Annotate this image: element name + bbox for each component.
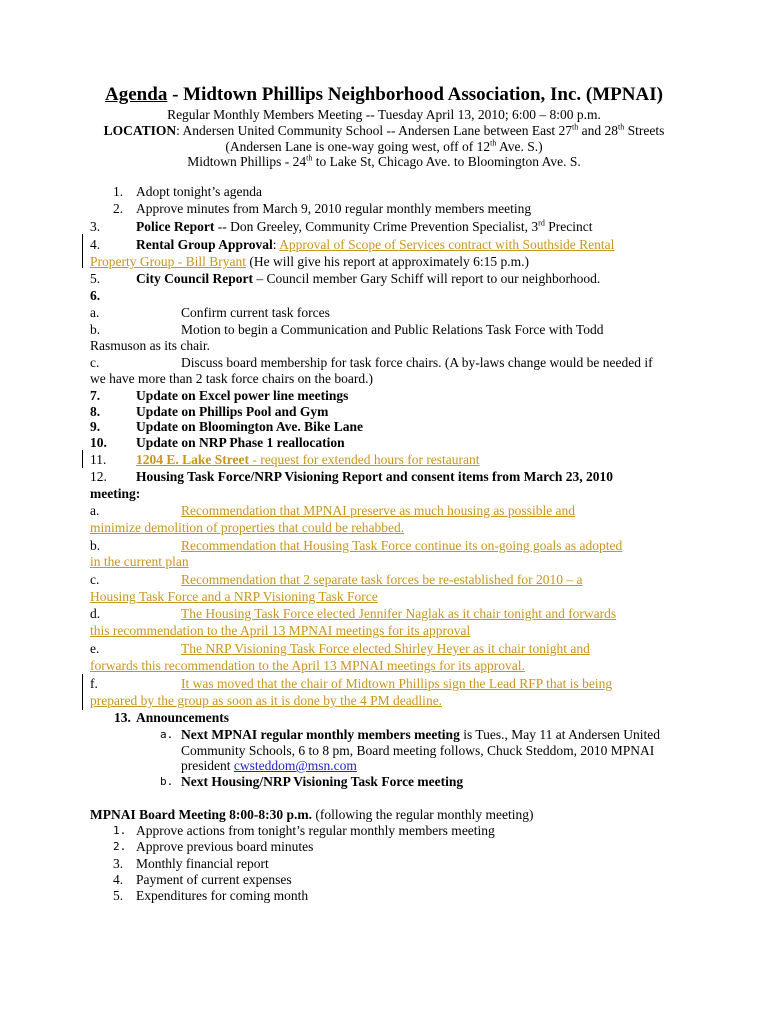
item-7-number: 7. — [90, 388, 101, 403]
location-text-b: and 28 — [578, 123, 619, 138]
item-3-text-b: Precinct — [544, 219, 593, 234]
next-meeting-label: Next MPNAI regular monthly members meeting — [181, 727, 460, 742]
item-12f-text-a[interactable]: It was moved that the chair of Midtown Phillips sign the Lead RFP that is being — [181, 676, 613, 691]
location-sup-b: th — [618, 122, 625, 132]
location-label: LOCATION — [103, 123, 177, 138]
revision-bar — [82, 450, 83, 468]
item-4-text: (He will give his report at approximately 6:15 p.m.) — [245, 254, 530, 269]
item-6c-text-b: we have more than 2 task force chairs on the board.) — [90, 371, 374, 386]
location-text-c: Streets — [624, 123, 665, 138]
item-5-number: 5. — [90, 271, 101, 286]
item-6b-text-b: Rasmuson as its chair. — [90, 338, 210, 353]
item-12d-text-b[interactable]: this recommendation to the April 13 MPNAI meetings for its approval — [90, 623, 471, 638]
revision-bar — [82, 234, 83, 268]
item-9-number: 9. — [90, 419, 101, 434]
item-13a-line-3 — [181, 757, 357, 774]
note-a: (Andersen Lane is one-way going west, off of 12 — [225, 139, 491, 154]
item-12b-letter: b. — [90, 538, 101, 553]
bounds-a: Midtown Phillips - 24 — [187, 154, 307, 169]
note-sup: th — [490, 138, 497, 148]
board-item-number: 4. — [113, 872, 124, 887]
item-10-text: Update on NRP Phase 1 reallocation — [136, 435, 345, 450]
email-link[interactable]: cwsteddom@msn.com — [233, 758, 357, 773]
board-item-number: 5. — [113, 888, 124, 903]
item-13a-text-c: president — [181, 758, 234, 773]
item-12e-text-b[interactable]: forwards this recommendation to the April 13 MPNAI meetings for its approval. — [90, 658, 525, 673]
item-13a-text-a: is Tues., May 11 at Andersen United — [459, 727, 660, 742]
location-line — [0, 122, 768, 139]
board-meeting-heading — [90, 806, 534, 823]
item-13-text: Announcements — [136, 710, 230, 725]
item-4-colon: : — [272, 237, 280, 252]
item-6b-letter: b. — [90, 322, 101, 337]
item-13a-letter: a. — [160, 728, 174, 741]
bounds-sup: th — [306, 153, 313, 163]
item-8-number: 8. — [90, 404, 101, 419]
board-item-text: Expenditures for coming month — [136, 888, 309, 903]
title-rest: - Midtown Phillips Neighborhood Association, Inc. (MPNAI) — [167, 84, 663, 105]
item-3-text-a: -- Don Greeley, Community Crime Prevention Specialist, 3 — [214, 219, 539, 234]
item-6c-text-a: Discuss board membership for task force chairs. (A by-laws change would be needed if — [181, 355, 653, 370]
item-12-text-b: meeting: — [90, 486, 141, 501]
location-sup-a: th — [572, 122, 579, 132]
board-heading-note: (following the regular monthly meeting) — [311, 807, 534, 822]
rental-group-label: Rental Group Approval — [136, 237, 273, 252]
item-10-number: 10. — [90, 435, 107, 450]
item-13b-letter: b. — [160, 775, 174, 788]
item-1-text: Adopt tonight’s agenda — [136, 184, 262, 199]
board-item-text: Payment of current expenses — [136, 872, 292, 887]
city-council-label: City Council Report — [136, 271, 253, 286]
item-11-line — [136, 451, 480, 468]
item-4-line-2 — [90, 253, 529, 270]
item-5-line — [136, 270, 600, 287]
police-report-label: Police Report — [136, 219, 215, 234]
lake-street-link[interactable]: 1204 E. Lake Street — [136, 452, 249, 467]
rental-contract-link-a[interactable]: Approval of Scope of Services contract with Southside Rental — [279, 237, 615, 252]
item-12-text-a: Housing Task Force/NRP Visioning Report and consent items from March 23, 2010 — [136, 469, 614, 484]
item-8-text: Update on Phillips Pool and Gym — [136, 404, 329, 419]
item-12a-text-b[interactable]: minimize demolition of properties that could be rehabbed. — [90, 520, 405, 535]
item-3-line — [136, 218, 592, 235]
item-12f-text-b[interactable]: prepared by the group as soon as it is done by the 4 PM deadline. — [90, 693, 443, 708]
board-item-number: 2. — [113, 840, 127, 853]
item-4-line — [136, 236, 614, 253]
item-12a-text-a[interactable]: Recommendation that MPNAI preserve as much housing as possible and — [181, 503, 576, 518]
revision-bar — [82, 674, 83, 710]
board-heading-label: MPNAI Board Meeting 8:00-8:30 p.m. — [90, 807, 312, 822]
item-1-number: 1. — [113, 184, 124, 199]
note-b: Ave. S.) — [496, 139, 543, 154]
board-item-text: Approve actions from tonight’s regular monthly members meeting — [136, 823, 495, 838]
neighborhood-bounds — [0, 153, 768, 170]
item-3-sup: rd — [538, 218, 545, 228]
item-12d-letter: d. — [90, 606, 101, 621]
item-11-number: 11. — [90, 452, 107, 467]
item-9-text: Update on Bloomington Ave. Bike Lane — [136, 419, 364, 434]
item-3-number: 3. — [90, 219, 101, 234]
item-2-text: Approve minutes from March 9, 2010 regular monthly members meeting — [136, 201, 532, 216]
item-12a-letter: a. — [90, 503, 100, 518]
item-4-number: 4. — [90, 237, 101, 252]
item-6a-letter: a. — [90, 305, 100, 320]
item-12c-text-b[interactable]: Housing Task Force and a NRP Visioning Task Force — [90, 589, 378, 604]
item-12e-letter: e. — [90, 641, 100, 656]
item-6a-text: Confirm current task forces — [181, 305, 330, 320]
board-item-text: Approve previous board minutes — [136, 839, 314, 854]
item-12b-text-b[interactable]: in the current plan — [90, 554, 189, 569]
meeting-subtitle: Regular Monthly Members Meeting -- Tuesday April 13, 2010; 6:00 – 8:00 p.m. — [167, 107, 601, 122]
item-12f-letter: f. — [90, 676, 98, 691]
item-12-number: 12. — [90, 469, 107, 484]
item-7-text: Update on Excel power line meetings — [136, 388, 349, 403]
page-title — [0, 84, 768, 106]
item-13-number: 13. — [114, 710, 131, 725]
item-5-text: – Council member Gary Schiff will report to our neighborhood. — [253, 271, 601, 286]
board-item-number: 3. — [113, 856, 124, 871]
item-13a-line-2: Community Schools, 6 to 8 pm, Board meeting follows, Chuck Steddom, 2010 MPNAI — [181, 743, 655, 758]
item-6b-text-a: Motion to begin a Communication and Public Relations Task Force with Todd — [181, 322, 604, 337]
item-2-number: 2. — [113, 201, 124, 216]
board-item-text: Monthly financial report — [136, 856, 269, 871]
location-text-a: : Andersen United Community School -- Andersen Lane between East 27 — [176, 123, 573, 138]
bounds-b: to Lake St, Chicago Ave. to Bloomington Ave. S. — [312, 154, 581, 169]
item-12c-letter: c. — [90, 572, 100, 587]
item-12d-text-a[interactable]: The Housing Task Force elected Jennifer Naglak as it chair tonight and forwards — [181, 606, 617, 621]
board-item-number: 1. — [113, 824, 127, 837]
rental-contract-link-b[interactable]: Property Group - Bill Bryant — [90, 254, 246, 269]
title-agenda-word: Agenda — [105, 84, 168, 105]
item-11-text[interactable]: - request for extended hours for restaurant — [249, 452, 480, 467]
item-13b-text: Next Housing/NRP Visioning Task Force meeting — [181, 774, 464, 789]
item-6c-letter: c. — [90, 355, 100, 370]
item-13a-line-1 — [181, 726, 660, 743]
item-12b-text-a[interactable]: Recommendation that Housing Task Force continue its on-going goals as adopted — [181, 538, 623, 553]
item-12e-text-a[interactable]: The NRP Visioning Task Force elected Shirley Heyer as it chair tonight and — [181, 641, 590, 656]
item-12c-text-a[interactable]: Recommendation that 2 separate task forces be re-established for 2010 – a — [181, 572, 583, 587]
item-6-number: 6. — [90, 288, 101, 303]
